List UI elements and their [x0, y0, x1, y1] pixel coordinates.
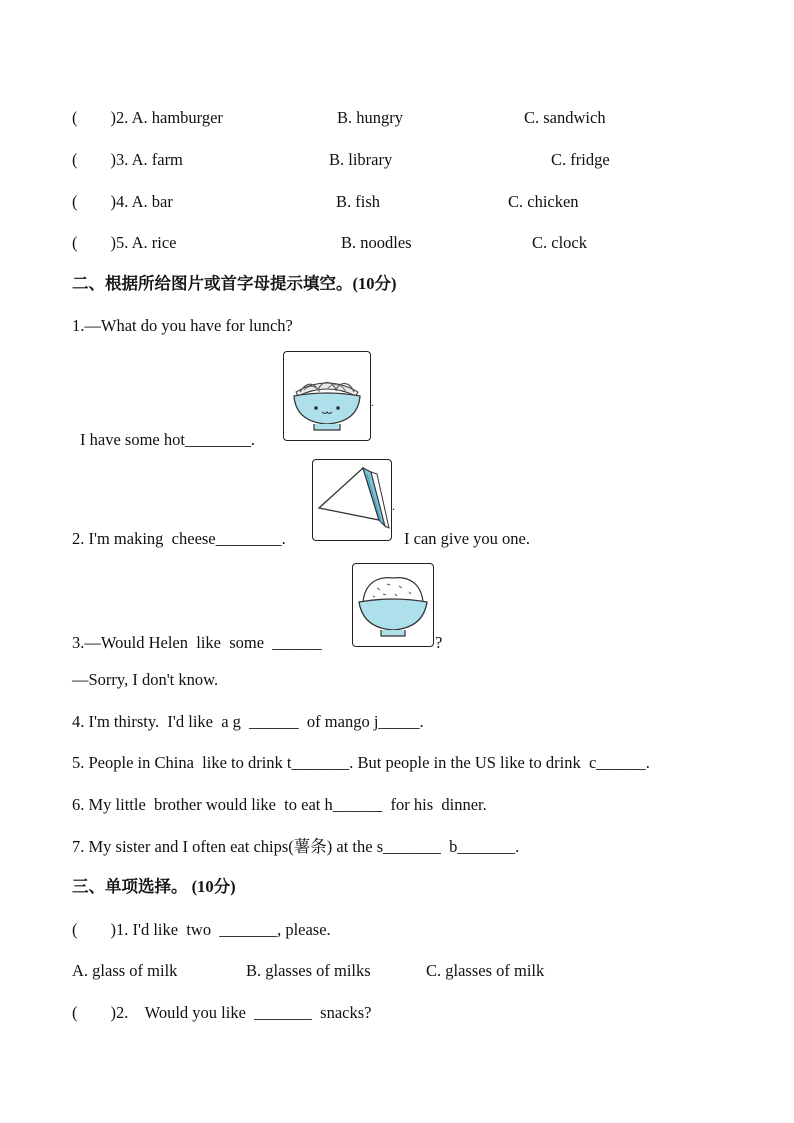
- q4-stem: ( )4. A. bar: [72, 192, 173, 211]
- s2-q1-question: 1.—What do you have for lunch?: [72, 316, 293, 335]
- q3-stem: ( )3. A. farm: [72, 150, 183, 169]
- s2-q7: 7. My sister and I often eat chips(薯条) at the s_______ b_______.: [72, 837, 520, 856]
- s2-q3-reply: —Sorry, I don't know.: [72, 670, 219, 689]
- s2-q1-answer: I have some hot________.: [80, 430, 256, 449]
- s2-q4: 4. I'm thirsty. I'd like a g ______ of mango j_____.: [72, 712, 424, 731]
- s2-q5: 5. People in China like to drink t_______. But people in the US like to drink c______.: [72, 753, 650, 772]
- s2-q2-text: 2. I'm making cheese________.: [72, 529, 286, 548]
- dot-mark: .: [371, 395, 374, 409]
- s2-q6: 6. My little brother would like to eat h______ for his dinner.: [72, 795, 487, 814]
- s3-q1-option-c: C. glasses of milk: [426, 961, 545, 980]
- q2-option-c: C. sandwich: [524, 108, 606, 127]
- section3-heading: 三、单项选择。 (10分): [72, 877, 236, 896]
- q2-option-b: B. hungry: [337, 108, 403, 127]
- s3-q1-option-a: A. glass of milk: [72, 961, 178, 980]
- s2-q3-mark: ?: [435, 633, 443, 652]
- s2-q2-tail: I can give you one.: [404, 529, 530, 548]
- q5-option-b: B. noodles: [341, 233, 412, 252]
- sandwich-icon: [312, 459, 392, 541]
- q2-stem: ( )2. A. hamburger: [72, 108, 223, 127]
- s3-q2: ( )2. Would you like _______ snacks?: [72, 1003, 372, 1022]
- noodles-bowl-icon: [283, 351, 371, 441]
- section2-heading: 二、根据所给图片或首字母提示填空。(10分): [72, 274, 397, 293]
- dot-mark: .: [392, 499, 395, 513]
- s3-q1-option-b: B. glasses of milks: [246, 961, 371, 980]
- q5-stem: ( )5. A. rice: [72, 233, 177, 252]
- s2-q3-text: 3.—Would Helen like some ______: [72, 633, 322, 652]
- q4-option-b: B. fish: [336, 192, 381, 211]
- q3-option-c: C. fridge: [551, 150, 610, 169]
- s3-q1: ( )1. I'd like two _______, please.: [72, 920, 331, 939]
- rice-bowl-icon: [352, 563, 434, 647]
- q5-option-c: C. clock: [532, 233, 587, 252]
- q3-option-b: B. library: [329, 150, 393, 169]
- q4-option-c: C. chicken: [508, 192, 579, 211]
